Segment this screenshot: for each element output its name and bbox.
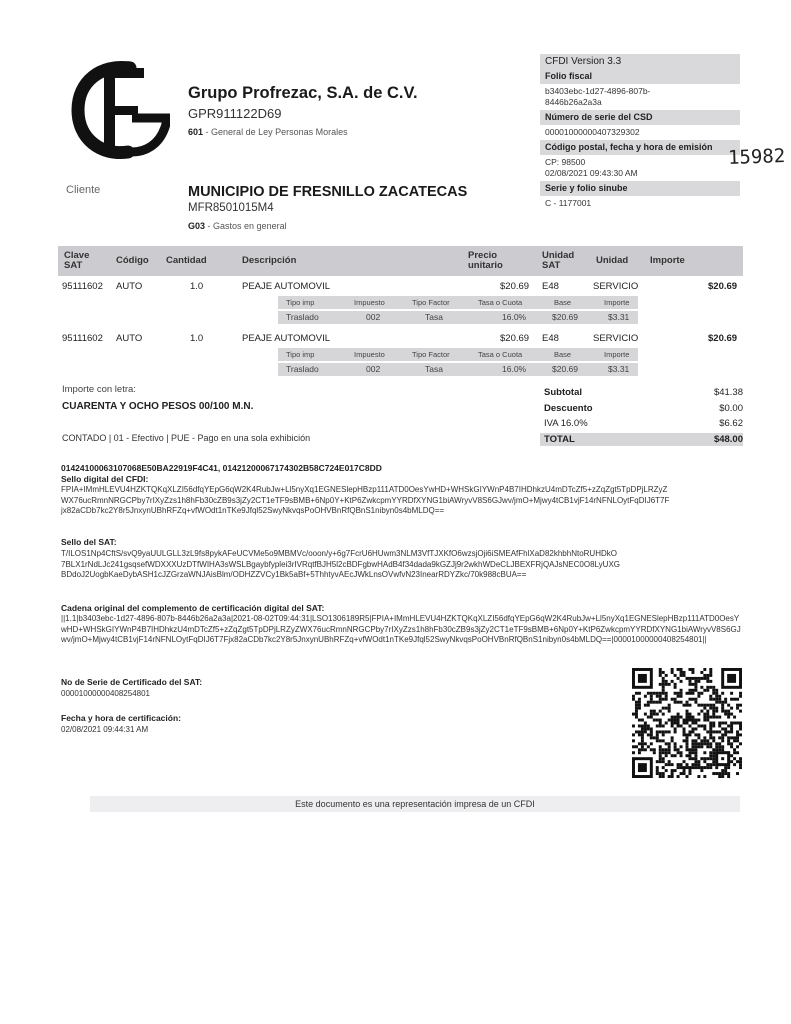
sello-cfdi-label: Sello digital del CFDI: <box>61 474 149 484</box>
tax-row <box>278 311 638 324</box>
tax-impuesto: 002 <box>366 364 381 374</box>
tax-importe: $3.31 <box>608 364 630 374</box>
issuer-rfc: GPR911122D69 <box>188 106 282 121</box>
company-logo <box>70 60 170 160</box>
sello-sat: T/ILOS1Np4CftS/svQ9yaUULGLL3zL9fs8pykAFeUCVMe5o9MBMVc/ooon/y+6g7FcrU6HUwm3NLM3VfTJXKfO6wzsjOji6iSMEAfFhlXaD82khbhNtoRUHDkO7BLX1rNdLJc241gsqsefWDXXXUzDTfWIHA3sWSLBgaybfyplei3rIVRqtfBJH5l2cBDFgbwHAdB4f34dada9kGZJj9r2wkhWDeCLJBEXFRjQAJsNEC0O8LyUXGBDdoJ2UogbKaeDybASH1cJZGrzaWNJAisBlm/ODHZZVCy1Bk5aBf+5ThhtyvAEcJWkLnsOVwfvN23InearRDYZkc/70k988cBUA== <box>61 549 621 579</box>
tax-col-factor: Tipo Factor <box>412 298 450 307</box>
item-codigo: AUTO <box>116 333 143 344</box>
tax-col-tasa: Tasa o Cuota <box>478 298 523 307</box>
tax-tasa: 16.0% <box>502 312 527 322</box>
serie-label: Serie y folio sinube <box>540 181 740 196</box>
tax-tipo: Traslado <box>286 364 319 374</box>
cert-date-value: 02/08/2021 09:44:31 AM <box>61 725 149 734</box>
tax-factor: Tasa <box>425 312 443 322</box>
issuer-name: Grupo Profrezac, S.A. de C.V. <box>188 84 418 102</box>
col-cantidad: Cantidad <box>166 255 207 266</box>
item-cantidad: 1.0 <box>190 333 204 344</box>
item-descripcion: PEAJE AUTOMOVIL <box>242 333 330 344</box>
col-clave-sat: Clave SAT <box>64 250 90 271</box>
tax-col-tasa: Tasa o Cuota <box>478 350 523 359</box>
tax-impuesto: 002 <box>366 312 381 322</box>
item-precio: $20.69 <box>500 281 530 292</box>
sello-sat-label: Sello del SAT: <box>61 537 117 547</box>
item-unidad-sat: E48 <box>542 333 559 344</box>
issuer-regime: 601 - General de Ley Personas Morales <box>188 127 348 137</box>
footer-note: Este documento es una representación impresa de un CFDI <box>295 799 535 809</box>
cadena-original: ||1.1|b3403ebc-1d27-4896-807b-8446b26a2a3a|2021-08-02T09:44:31|LSO1306189R5|FPIA+IMmHLEVU4HZKTQKqXLZI56dfqYEpG6qW2K4RubJw+Ll5nyXq1EGNESlepHBzp111ATD0OesYwHD+WHSkGIYWnP4B7IHDhkzU4mDTcZf5+zZqZgt5TpDPjLRZyZWX76ucRmnNRGCPby7rIXyZzs1h8hFb30cZB9s3jZy2CT1eTF9sBMB+6Np0Y+KtP6ZwkcpmYYRDfXYNG1biAWryvV8S6GJwv/jmO+Mjwy4tCB1vjF14rNFNLOytFqDIJ6T7Fjx82aCDb7kc2Y8r5JnxynUBhRFZq+vfWOdt1nTKe9Jfql52SwyNkvqsPoOHVBnRfQBnS1nibyn0s4bMLDQ==|00001000000408254801|| <box>61 614 741 644</box>
col-unidad-sat: Unidad SAT <box>542 250 575 271</box>
tax-header <box>278 348 638 361</box>
tax-col-impuesto: Impuesto <box>354 350 385 359</box>
postal-label: Código postal, fecha y hora de emisión <box>540 140 740 155</box>
item-precio: $20.69 <box>500 333 530 344</box>
item-importe: $20.69 <box>708 281 738 292</box>
tax-factor: Tasa <box>425 364 443 374</box>
total-label: TOTAL <box>544 434 575 445</box>
item-clave: 95111602 <box>62 281 103 292</box>
col-descripcion: Descripción <box>242 255 297 266</box>
tax-tipo: Traslado <box>286 312 319 322</box>
cadena-label: Cadena original del complemento de certificación digital del SAT: <box>61 603 325 613</box>
item-unidad: SERVICIO <box>593 281 639 292</box>
folio-value: b3403ebc-1d27-4896-807b- 8446b26a2a3a <box>545 86 651 107</box>
tax-col-importe: Importe <box>604 350 630 359</box>
tax-base: $20.69 <box>552 312 578 322</box>
tax-base: $20.69 <box>552 364 578 374</box>
folio-label: Folio fiscal <box>540 69 740 84</box>
client-label: Cliente <box>66 184 101 196</box>
amount-words: CUARENTA Y OCHO PESOS 00/100 M.N. <box>62 401 254 412</box>
col-codigo: Código <box>116 255 149 266</box>
item-unidad: SERVICIO <box>593 333 639 344</box>
client-rfc: MFR8501015M4 <box>188 202 274 214</box>
item-clave: 95111602 <box>62 333 103 344</box>
iva-value: $6.62 <box>719 418 743 429</box>
item-unidad-sat: E48 <box>542 281 559 292</box>
qr-code-icon <box>632 668 742 778</box>
col-precio: Precio unitario <box>468 250 503 271</box>
cfdi-info-panel <box>540 54 740 211</box>
item-codigo: AUTO <box>116 281 143 292</box>
item-descripcion: PEAJE AUTOMOVIL <box>242 281 330 292</box>
amount-words-label: Importe con letra: <box>62 384 136 395</box>
cert-date-label: Fecha y hora de certificación: <box>61 713 181 723</box>
tax-col-tipo: Tipo imp <box>286 350 315 359</box>
client-name: MUNICIPIO DE FRESNILLO ZACATECAS <box>188 184 468 200</box>
subtotal-label: Subtotal <box>544 387 582 398</box>
tax-col-importe: Importe <box>604 298 630 307</box>
tax-col-base: Base <box>554 350 572 359</box>
payment-info: CONTADO | 01 - Efectivo | PUE - Pago en una sola exhibición <box>62 433 311 443</box>
col-importe: Importe <box>650 255 685 266</box>
item-cantidad: 1.0 <box>190 281 204 292</box>
csd-label: Número de serie del CSD <box>540 110 740 125</box>
postal-value: CP: 98500 02/08/2021 09:43:30 AM <box>545 157 638 178</box>
total-value: $48.00 <box>713 434 743 445</box>
tax-tasa: 16.0% <box>502 364 527 374</box>
tax-col-tipo: Tipo imp <box>286 298 315 307</box>
subtotal-value: $41.38 <box>713 387 743 398</box>
cert-sat-value: 00001000000408254801 <box>61 689 150 698</box>
sello-cfdi: FPIA+IMmHLEVU4HZKTQKqXLZI56dfqYEpG6qW2K4RubJw+Ll5nyXq1EGNESlepHBzp111ATD0OesYwHD+WHSkGIYWnP4B7IHDhkzU4mDTcZf5+zZqZgt5TpDPjLRZyZWX76ucRmnNRGCPby7rIXyZzs1h8hFb30cZB9s3jZy2CT1eTF9sBMB+6Np0Y+KtP6ZwkcpmYYRDfXYNG1biAWryvV8S6GJwv/jmO+Mjwy4tCB1vjF14rNFNLOytFqDIJ6T7Fjx82aCDb7kc2Y8r5JnxynUBhRFZq+vfWOdt1nTKe9Jfql52SwyNkvqsPoOHVBnRfQBnS1nibyn0s4bMLDQ== <box>61 485 670 515</box>
tax-col-base: Base <box>554 298 572 307</box>
items-table-header <box>58 246 743 276</box>
serie-value: C - 1177001 <box>545 198 592 208</box>
client-usage: G03 - Gastos en general <box>188 221 287 231</box>
iva-label: IVA 16.0% <box>544 418 588 429</box>
tax-row <box>278 363 638 376</box>
tax-col-factor: Tipo Factor <box>412 350 450 359</box>
cert-sat-label: No de Serie de Certificado del SAT: <box>61 677 203 687</box>
tax-importe: $3.31 <box>608 312 630 322</box>
descuento-value: $0.00 <box>719 403 743 414</box>
tax-col-impuesto: Impuesto <box>354 298 385 307</box>
stamp-number: 15982 <box>727 145 786 169</box>
cfdi-version: CFDI Version 3.3 <box>540 54 740 69</box>
certificate-ids: 01424100063107068E50BA22919F4C41, 01421200067174302B58C724E017C8DD <box>61 463 382 473</box>
col-unidad: Unidad <box>596 255 629 266</box>
csd-value: 00001000000407329302 <box>545 127 640 137</box>
tax-header <box>278 296 638 309</box>
item-importe: $20.69 <box>708 333 738 344</box>
descuento-label: Descuento <box>544 403 593 414</box>
